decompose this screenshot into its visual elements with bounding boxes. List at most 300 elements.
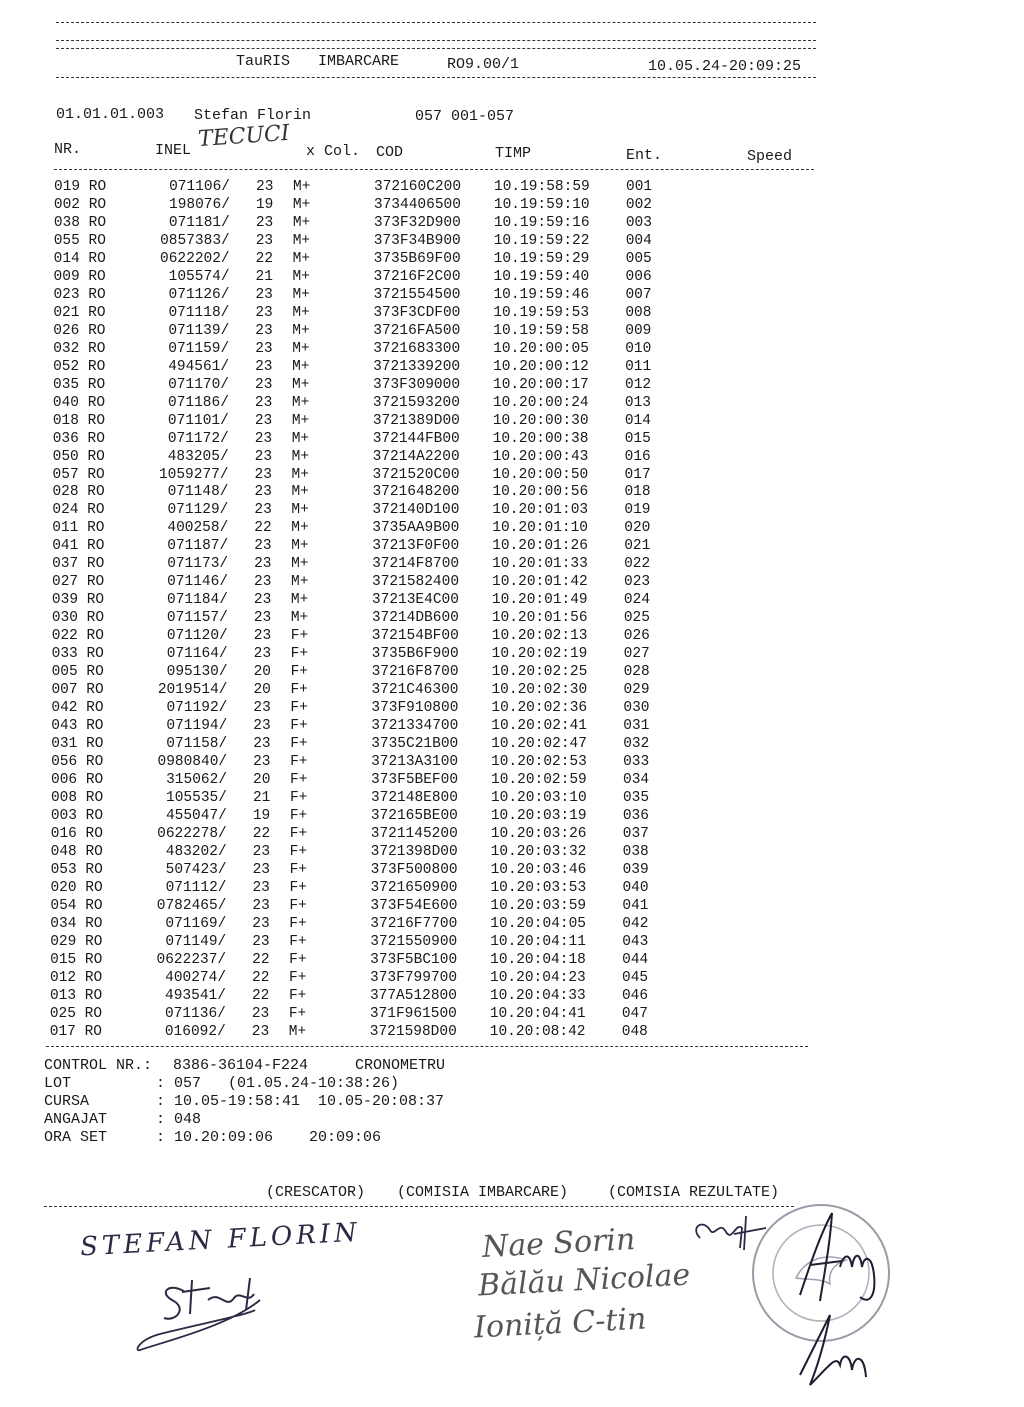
table-row: [0, 214, 1024, 232]
cell-age: 23: [253, 628, 272, 645]
cell-inel: 071126/: [168, 286, 230, 303]
header-rule-4: [56, 77, 816, 78]
cell-col: M+: [291, 430, 310, 447]
cell-age: 23: [254, 502, 272, 519]
cell-age: 23: [253, 754, 271, 771]
cell-inel: 071186/: [168, 394, 229, 411]
table-row: [0, 951, 1024, 969]
cell-timp: 10.20:02:47: [491, 736, 587, 753]
cell-col: M+: [292, 376, 310, 393]
table-row: [0, 573, 1024, 591]
cell-ent: 012: [625, 376, 652, 393]
cell-nr: 032 RO: [53, 340, 106, 357]
cell-col: M+: [288, 1023, 307, 1040]
cell-col: F+: [289, 915, 307, 932]
cell-cod: 372144FB00: [372, 430, 460, 447]
cell-age: 23: [254, 466, 272, 483]
cell-col: F+: [289, 825, 308, 842]
table-row: [0, 340, 1024, 358]
cell-cod: 373F34B900: [373, 232, 461, 249]
cell-age: 23: [255, 232, 274, 249]
cell-inel: 071129/: [167, 502, 229, 519]
cell-cod: 3721554500: [373, 286, 461, 303]
cell-age: 23: [253, 646, 272, 663]
cell-age: 22: [254, 520, 272, 537]
cell-inel: 507423/: [165, 861, 227, 878]
cell-nr: 028 RO: [52, 484, 105, 501]
cell-timp: 10.20:00:50: [492, 466, 589, 483]
cell-col: M+: [292, 268, 310, 285]
cell-col: M+: [292, 322, 310, 339]
cell-ent: 002: [625, 196, 653, 213]
cell-nr: 014 RO: [53, 250, 106, 267]
cell-cod: 3721C46300: [371, 682, 459, 699]
table-row: [0, 663, 1024, 681]
cell-ent: 047: [621, 1005, 648, 1022]
cell-cod: 372148E800: [370, 789, 458, 806]
cell-age: 23: [252, 843, 271, 860]
cell-nr: 018 RO: [52, 412, 106, 429]
cell-ent: 030: [623, 700, 650, 717]
header-datetime: 10.05.24-20:09:25: [648, 58, 802, 75]
breeder-signature: [130, 1270, 330, 1360]
cell-col: F+: [290, 772, 308, 788]
cell-nr: 008 RO: [50, 789, 104, 806]
cell-inel: 105574/: [168, 268, 230, 285]
cell-cod: 37216FA500: [373, 322, 461, 339]
cell-ent: 028: [623, 664, 650, 681]
lot-value: : 057 (01.05.24-10:38:26): [156, 1075, 400, 1092]
cell-col: M+: [292, 250, 311, 267]
cell-inel: 0622237/: [156, 951, 227, 968]
cell-col: F+: [290, 718, 308, 735]
cell-timp: 10.20:02:59: [491, 772, 587, 788]
cell-ent: 029: [623, 682, 650, 699]
cell-inel: 071192/: [166, 700, 228, 717]
cell-timp: 10.20:03:19: [490, 807, 587, 824]
owner-id: 01.01.01.003: [56, 106, 165, 123]
cell-cod: 3721520C00: [372, 466, 460, 483]
cell-ent: 018: [624, 484, 651, 501]
cell-timp: 10.20:04:33: [489, 987, 586, 1004]
table-row: [0, 1005, 1024, 1023]
cell-nr: 040 RO: [52, 394, 106, 411]
cell-nr: 031 RO: [51, 736, 104, 753]
cell-col: M+: [292, 286, 310, 303]
table-bottom-rule: [46, 1046, 808, 1047]
cell-ent: 027: [623, 646, 650, 663]
col-nr: NR.: [54, 141, 82, 158]
control-label: CONTROL NR.:: [44, 1057, 153, 1074]
cell-inel: 071159/: [168, 340, 230, 357]
cell-col: M+: [291, 574, 309, 591]
cell-timp: 10.20:01:03: [492, 502, 589, 519]
table-row: [0, 807, 1024, 825]
handwritten-locality: TECUCI: [197, 120, 291, 153]
cell-cod: 37216F7700: [370, 915, 458, 932]
cell-age: 19: [252, 807, 271, 824]
cell-nr: 027 RO: [52, 574, 105, 591]
table-row: [0, 483, 1024, 501]
cell-inel: 198076/: [169, 196, 230, 213]
table-row: [0, 430, 1024, 448]
cell-ent: 021: [624, 538, 651, 555]
label-comisia-imbarcare: (COMISIA IMBARCARE): [397, 1184, 569, 1201]
cell-nr: 042 RO: [51, 700, 104, 717]
cell-nr: 041 RO: [52, 538, 105, 555]
header-version: RO9.00/1: [447, 56, 520, 73]
cell-inel: 483202/: [165, 843, 227, 860]
cell-nr: 024 RO: [52, 502, 105, 519]
cell-ent: 048: [621, 1023, 648, 1040]
header-rule-2: [56, 40, 816, 41]
cell-col: F+: [290, 646, 309, 663]
cell-ent: 038: [622, 843, 649, 860]
cell-inel: 071169/: [165, 915, 227, 932]
cell-col: M+: [291, 484, 309, 501]
cell-col: F+: [290, 664, 308, 681]
cell-timp: 10.19:59:22: [493, 232, 590, 249]
cell-nr: 020 RO: [50, 879, 103, 896]
header-app: TauRIS: [236, 53, 291, 70]
angajat-label: ANGAJAT: [44, 1111, 108, 1128]
cell-age: 23: [253, 736, 271, 753]
cell-timp: 10.20:00:05: [493, 340, 589, 357]
cell-col: F+: [290, 628, 309, 645]
cell-ent: 033: [623, 754, 650, 771]
cell-col: F+: [290, 736, 308, 753]
cell-nr: 053 RO: [50, 861, 103, 878]
table-row: [0, 519, 1024, 537]
cell-col: F+: [289, 969, 307, 986]
cell-cod: 3721648200: [372, 484, 460, 501]
table-row: [0, 232, 1024, 250]
cell-col: F+: [289, 897, 307, 914]
cell-nr: 015 RO: [50, 951, 103, 968]
cell-age: 23: [255, 304, 273, 321]
cell-inel: 0857383/: [160, 232, 230, 249]
cell-inel: 071181/: [168, 214, 230, 231]
cell-cod: 373F5BC100: [370, 951, 458, 968]
cell-cod: 3735B6F900: [371, 646, 459, 663]
cell-timp: 10.19:58:59: [494, 179, 590, 195]
table-row: [0, 717, 1024, 735]
cell-nr: 030 RO: [51, 610, 105, 627]
header-mode: IMBARCARE: [318, 53, 400, 70]
cell-timp: 10.20:01:26: [492, 538, 588, 555]
header-rule-1: [56, 22, 816, 23]
cell-col: M+: [290, 592, 309, 609]
cell-cod: 3734406500: [373, 196, 461, 213]
cell-ent: 040: [622, 879, 649, 896]
cell-inel: 105535/: [166, 789, 227, 806]
commission-signature-right: [780, 1205, 900, 1405]
table-row: [0, 645, 1024, 663]
cell-col: M+: [290, 610, 309, 627]
cell-nr: 036 RO: [52, 430, 105, 447]
cell-age: 23: [252, 897, 270, 914]
cell-nr: 005 RO: [51, 664, 104, 681]
cell-inel: 0782465/: [156, 897, 227, 914]
cell-col: F+: [290, 700, 308, 717]
cell-age: 23: [255, 340, 273, 357]
table-row: [0, 1023, 1024, 1041]
cell-nr: 035 RO: [53, 376, 106, 393]
owner-name: Stefan Florin: [194, 107, 312, 124]
cell-col: M+: [293, 179, 311, 195]
cell-cod: 3721398D00: [370, 843, 458, 860]
cell-ent: 015: [624, 430, 651, 447]
cell-timp: 10.20:02:53: [491, 754, 587, 771]
cell-ent: 005: [625, 250, 652, 267]
cell-cod: 37214F8700: [372, 556, 460, 573]
cell-ent: 006: [625, 268, 652, 285]
table-row: [0, 969, 1024, 987]
lot-label: LOT: [44, 1075, 72, 1092]
cell-age: 23: [255, 376, 273, 393]
cell-ent: 013: [624, 394, 652, 411]
table-row: [0, 753, 1024, 771]
cell-cod: 372140D100: [372, 502, 460, 519]
cell-inel: 483205/: [167, 448, 229, 465]
cell-inel: 494561/: [168, 358, 230, 375]
cell-ent: 023: [624, 574, 651, 591]
cell-cod: 37213A3100: [371, 754, 459, 771]
cell-timp: 10.20:03:53: [490, 879, 587, 896]
cell-inel: 016092/: [164, 1023, 226, 1040]
breeder-handwritten-name: STEFAN FLORIN: [79, 1217, 362, 1263]
cell-col: M+: [292, 196, 311, 213]
cursa-value: : 10.05-19:58:41 10.05-20:08:37: [156, 1093, 445, 1110]
cell-ent: 022: [624, 556, 651, 573]
col-speed: Speed: [747, 148, 793, 165]
cell-nr: 023 RO: [53, 286, 106, 303]
cell-cod: 37213E4C00: [371, 592, 459, 609]
cell-age: 22: [252, 969, 270, 986]
cell-age: 23: [253, 718, 271, 735]
ora-set-value: : 10.20:09:06 20:09:06: [156, 1129, 382, 1146]
table-row: [0, 394, 1024, 412]
cell-timp: 10.20:03:26: [490, 825, 587, 842]
cell-age: 23: [252, 915, 270, 932]
cell-timp: 10.20:04:05: [490, 915, 587, 932]
cell-timp: 10.19:59:29: [493, 250, 590, 267]
cell-inel: 071184/: [167, 592, 228, 609]
cell-ent: 010: [625, 340, 652, 357]
cell-ent: 007: [625, 286, 652, 303]
table-row: [0, 178, 1024, 196]
cell-inel: 315062/: [166, 772, 228, 788]
cell-cod: 372165BE00: [370, 807, 458, 824]
cell-nr: 043 RO: [51, 718, 104, 735]
cell-timp: 10.20:03:59: [490, 897, 587, 914]
cell-inel: 0622202/: [160, 250, 230, 267]
cell-cod: 373F32D900: [373, 214, 461, 231]
cell-nr: 048 RO: [50, 843, 103, 860]
table-row: [0, 250, 1024, 268]
cell-ent: 045: [622, 969, 649, 986]
table-row: [0, 915, 1024, 933]
cell-nr: 037 RO: [52, 556, 105, 573]
cell-age: 23: [254, 412, 273, 429]
cell-timp: 10.20:02:19: [491, 646, 588, 663]
cell-ent: 024: [623, 592, 651, 609]
cell-timp: 10.20:01:10: [492, 520, 588, 537]
cell-inel: 2019514/: [157, 682, 228, 699]
cell-cod: 373F910800: [371, 700, 459, 717]
cell-cod: 3735AA9B00: [372, 520, 460, 537]
ora-set-label: ORA SET: [44, 1129, 108, 1146]
cell-nr: 019 RO: [54, 179, 107, 195]
cell-col: M+: [292, 214, 311, 231]
cell-timp: 10.20:02:13: [491, 628, 588, 645]
cell-inel: 071112/: [165, 879, 227, 896]
cell-ent: 011: [625, 358, 652, 375]
cell-ent: 026: [623, 628, 650, 645]
cell-cod: 373F500800: [370, 861, 458, 878]
cell-age: 23: [252, 861, 270, 878]
cell-cod: 37214DB600: [371, 610, 459, 627]
cell-timp: 10.19:59:10: [493, 196, 590, 213]
cell-age: 22: [252, 825, 271, 842]
cell-timp: 10.20:01:49: [491, 592, 588, 609]
cell-nr: 002 RO: [53, 196, 107, 213]
cursa-label: CURSA: [44, 1093, 90, 1110]
cell-inel: 071148/: [167, 484, 229, 501]
cell-age: 23: [253, 610, 272, 627]
cell-nr: 011 RO: [52, 520, 105, 537]
cell-ent: 036: [622, 807, 649, 824]
cell-age: 23: [254, 448, 273, 465]
cell-age: 23: [253, 592, 272, 609]
cell-ent: 014: [624, 412, 651, 429]
commission-name-2: Bălău Nicolae: [477, 1257, 691, 1304]
angajat-value: : 048: [156, 1111, 202, 1128]
cell-cod: 372160C200: [374, 179, 462, 195]
cell-nr: 054 RO: [50, 897, 103, 914]
cell-nr: 025 RO: [49, 1005, 103, 1022]
cell-inel: 455047/: [165, 807, 227, 824]
cell-timp: 10.20:01:56: [491, 610, 588, 627]
cell-age: 23: [253, 700, 271, 717]
table-row: [0, 537, 1024, 555]
commission-name-1: Nae Sorin: [481, 1222, 637, 1265]
cell-col: M+: [292, 232, 311, 249]
cell-ent: 037: [622, 825, 649, 842]
cell-nr: 038 RO: [53, 214, 107, 231]
table-row: [0, 879, 1024, 897]
cell-age: 23: [254, 556, 272, 573]
cell-timp: 10.19:59:53: [493, 304, 590, 321]
table-row: [0, 196, 1024, 214]
cell-inel: 071136/: [164, 1005, 226, 1022]
cell-col: F+: [289, 879, 307, 896]
table-row: [0, 448, 1024, 466]
cell-nr: 029 RO: [50, 933, 103, 950]
cell-col: F+: [289, 789, 308, 806]
table-row: [0, 322, 1024, 340]
cell-nr: 022 RO: [51, 628, 104, 645]
cell-nr: 057 RO: [52, 466, 105, 483]
table-header-rule: [54, 169, 814, 170]
cell-ent: 043: [622, 933, 649, 950]
signature-rule: [44, 1206, 794, 1207]
table-row: [0, 861, 1024, 879]
cell-cod: 3735C21B00: [371, 736, 459, 753]
col-ent: Ent.: [626, 147, 663, 164]
cell-ent: 016: [624, 448, 651, 465]
table-row: [0, 843, 1024, 861]
cell-cod: 3721145200: [370, 825, 458, 842]
cell-cod: 371F961500: [369, 1005, 457, 1022]
cell-nr: 052 RO: [53, 358, 106, 375]
table-row: [0, 358, 1024, 376]
cell-nr: 009 RO: [53, 268, 106, 285]
commission-name-3: Ioniță C-tin: [473, 1301, 648, 1346]
cell-cod: 3721389D00: [372, 412, 460, 429]
cell-inel: 071157/: [166, 610, 228, 627]
cell-col: F+: [288, 1005, 307, 1022]
col-timp: TIMP: [495, 145, 532, 162]
cell-timp: 10.20:04:41: [489, 1005, 586, 1022]
cell-age: 23: [251, 1023, 270, 1040]
cell-inel: 071106/: [169, 179, 230, 195]
cell-col: F+: [289, 951, 307, 968]
col-cod: COD: [376, 144, 404, 161]
cell-age: 23: [256, 179, 274, 195]
cell-age: 23: [252, 879, 270, 896]
cell-cod: 37216F2C00: [373, 268, 461, 285]
cell-timp: 10.19:59:16: [493, 214, 590, 231]
cell-timp: 10.20:01:33: [492, 556, 588, 573]
cell-cod: 3721582400: [372, 574, 460, 591]
table-row: [0, 897, 1024, 915]
cell-cod: 372154BF00: [371, 628, 459, 645]
cell-timp: 10.20:04:11: [490, 933, 586, 950]
cell-timp: 10.19:59:58: [493, 322, 589, 339]
cell-nr: 017 RO: [49, 1023, 102, 1040]
table-row: [0, 933, 1024, 951]
cell-age: 23: [254, 430, 273, 447]
cell-nr: 013 RO: [49, 987, 103, 1004]
table-row: [0, 681, 1024, 699]
cell-ent: 017: [624, 466, 651, 483]
cell-nr: 003 RO: [50, 807, 104, 824]
cell-timp: 10.20:00:30: [492, 412, 589, 429]
cell-inel: 071164/: [166, 646, 228, 663]
cell-ent: 046: [621, 987, 649, 1004]
cell-ent: 041: [622, 897, 649, 914]
cell-ent: 044: [622, 951, 649, 968]
cell-timp: 10.20:04:18: [490, 951, 586, 968]
cell-cod: 3721334700: [371, 718, 459, 735]
cell-cod: 3721593200: [372, 394, 460, 411]
cell-inel: 0622278/: [157, 825, 227, 842]
cell-timp: 10.20:00:17: [493, 376, 589, 393]
table-row: [0, 501, 1024, 519]
cell-age: 23: [254, 484, 272, 501]
table-row: [0, 286, 1024, 304]
cell-col: M+: [291, 466, 309, 483]
cell-nr: 034 RO: [50, 915, 103, 932]
table-row: [0, 304, 1024, 322]
cell-cod: 37213F0F00: [372, 538, 460, 555]
cell-timp: 10.20:02:30: [491, 682, 588, 699]
table-row: [0, 555, 1024, 573]
cell-ent: 004: [625, 232, 652, 249]
cell-inel: 0980840/: [157, 754, 228, 771]
cell-age: 23: [254, 394, 273, 411]
